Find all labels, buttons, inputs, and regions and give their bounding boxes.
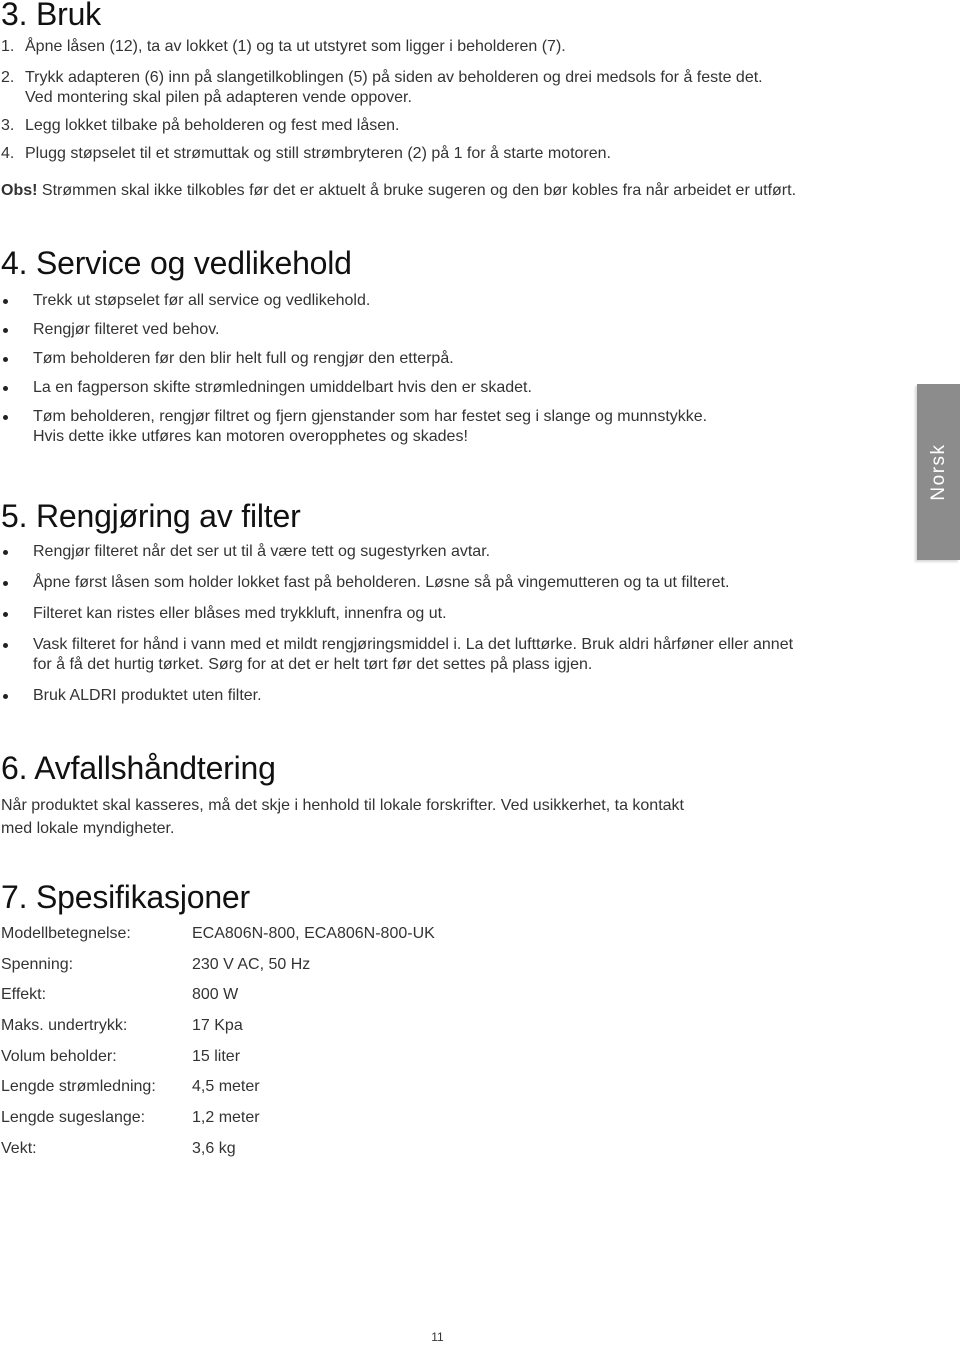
list-item: 4. Plugg støpselet til et strømuttak og still strømbryteren (2) på 1 for å starte motoren. bbox=[1, 145, 611, 162]
spec-row: Lengde strømledning: 4,5 meter bbox=[1, 1078, 260, 1096]
spec-row: Lengde sugeslange: 1,2 meter bbox=[1, 1109, 260, 1127]
spec-row: Maks. undertrykk: 17 Kpa bbox=[1, 1017, 243, 1035]
list-item: Filteret kan ristes eller blåses med trykkluft, innenfra og ut. bbox=[1, 604, 881, 624]
list-item: 1. Åpne låsen (12), ta av lokket (1) og ta ut utstyret som ligger i beholderen (7). bbox=[1, 38, 566, 55]
section-title-filter: 5. Rengjøring av filter bbox=[1, 498, 301, 534]
list-item: La en fagperson skifte strømledningen umiddelbart hvis den er skadet. bbox=[1, 378, 881, 398]
service-list bbox=[1, 291, 881, 456]
list-item: Tøm beholderen, rengjør filtret og fjern gjenstander som har festet seg i slange og munnstykke. Hvis dette ikke utføres kan motoren overopphetes og skades! bbox=[1, 407, 881, 447]
section-title-bruk: 3. Bruk bbox=[1, 0, 101, 32]
list-item: Bruk ALDRI produktet uten filter. bbox=[1, 686, 881, 706]
list-item: Vask filteret for hånd i vann med et mildt rengjøringsmiddel i. La det lufttørke. Bruk aldri hårføner eller annet for å få det hurtig tørket. Sørg for at det er helt tørt før det settes på plass igjen. bbox=[1, 635, 881, 675]
list-item: Rengjør filteret når det ser ut til å være tett og sugestyrken avtar. bbox=[1, 542, 881, 562]
spec-row: Vekt: 3,6 kg bbox=[1, 1139, 236, 1157]
avfall-text: Når produktet skal kasseres, må det skje i henhold til lokale forskrifter. Ved usikkerhet, ta kontakt med lokale myndigheter. bbox=[1, 797, 684, 837]
obs-note: Obs! Strømmen skal ikke tilkobles før det er aktuelt å bruke sugeren og den bør kobles fra når arbeidet er utført. bbox=[1, 182, 797, 199]
list-item: 2. Trykk adapteren (6) inn på slangetilkoblingen (5) på siden av beholderen og drei medsols for å feste det. Ved montering skal pilen på adapteren vende oppover. bbox=[1, 69, 763, 106]
spec-table bbox=[1, 924, 701, 1170]
list-item: Tøm beholderen før den blir helt full og rengjør den etterpå. bbox=[1, 349, 881, 369]
language-tab bbox=[917, 384, 960, 560]
section-title-avfall: 6. Avfallshåndtering bbox=[1, 750, 276, 786]
list-item: Trekk ut støpselet før all service og vedlikehold. bbox=[1, 291, 881, 311]
bruk-steps bbox=[1, 37, 881, 172]
list-item: Rengjør filteret ved behov. bbox=[1, 320, 881, 340]
section-title-spec: 7. Spesifikasjoner bbox=[1, 879, 250, 915]
spec-row: Volum beholder: 15 liter bbox=[1, 1047, 241, 1065]
page-number: 11 bbox=[431, 1330, 444, 1344]
list-item: 3. Legg lokket tilbake på beholderen og fest med låsen. bbox=[1, 117, 400, 134]
list-item: Åpne først låsen som holder lokket fast på beholderen. Løsne så på vingemutteren og ta ut filteret. bbox=[1, 573, 881, 593]
filter-list bbox=[1, 542, 881, 715]
spec-row: Effekt: 800 W bbox=[1, 986, 239, 1004]
spec-row: Spenning: 230 V AC, 50 Hz bbox=[1, 955, 311, 973]
obs-label: Obs! bbox=[1, 182, 38, 199]
section-title-service: 4. Service og vedlikehold bbox=[1, 245, 352, 281]
language-tab-label: Norsk bbox=[927, 443, 949, 501]
spec-row: Modellbetegnelse: ECA806N-800, ECA806N-800-UK bbox=[1, 925, 435, 942]
